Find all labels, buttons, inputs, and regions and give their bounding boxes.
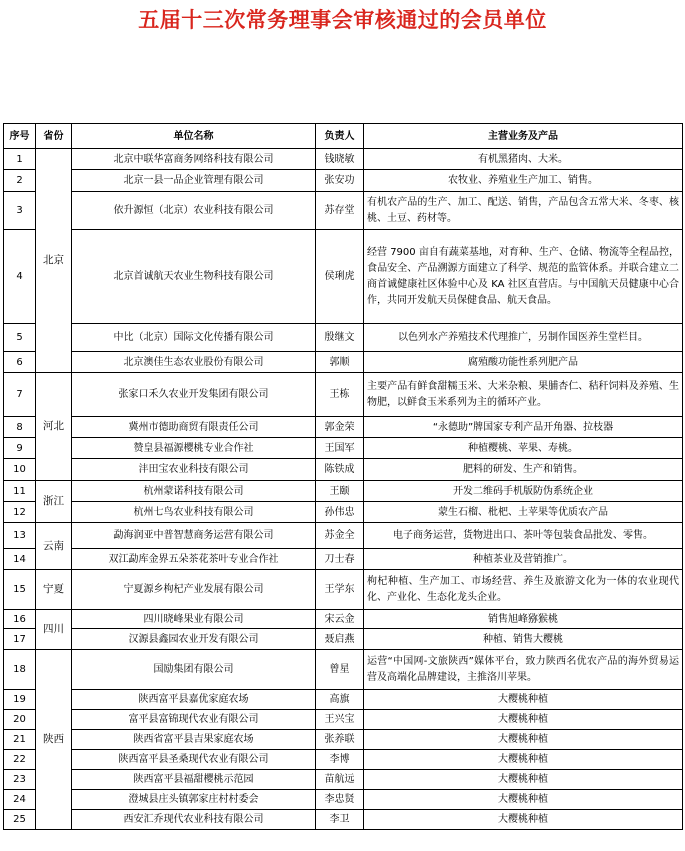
- table-row: [4, 770, 683, 790]
- row-no: 16: [4, 610, 36, 629]
- business-text: 大樱桃种植: [364, 690, 683, 710]
- business-text: 大樱桃种植: [364, 750, 683, 770]
- business-text: 电子商务运营，货物进出口、茶叶等包装食品批发、零售。: [364, 523, 683, 549]
- table-row: [4, 502, 683, 523]
- row-no: 4: [4, 230, 36, 324]
- province-cell: 河北: [36, 373, 72, 481]
- table-row: [4, 230, 683, 324]
- person-name: 高旗: [316, 690, 364, 710]
- row-no: 19: [4, 690, 36, 710]
- table-row: [4, 438, 683, 459]
- row-no: 2: [4, 170, 36, 192]
- row-no: 17: [4, 629, 36, 650]
- person-name: 张养联: [316, 730, 364, 750]
- unit-name: 中比（北京）国际文化传播有限公司: [72, 324, 316, 352]
- unit-name: 杭州蒙诺科技有限公司: [72, 481, 316, 502]
- unit-name: 北京一县一品企业管理有限公司: [72, 170, 316, 192]
- person-name: 李忠贤: [316, 790, 364, 810]
- person-name: 刀士春: [316, 549, 364, 570]
- person-name: 孙伟忠: [316, 502, 364, 523]
- header-no: 序号: [4, 124, 36, 149]
- unit-name: 澄城县庄头镇郭家庄村村委会: [72, 790, 316, 810]
- unit-name: 陕西富平县圣桑现代农业有限公司: [72, 750, 316, 770]
- unit-name: 张家口禾久农业开发集团有限公司: [72, 373, 316, 417]
- row-no: 10: [4, 459, 36, 481]
- business-text: 大樱桃种植: [364, 710, 683, 730]
- unit-name: 西安汇乔现代农业科技有限公司: [72, 810, 316, 830]
- table-row: [4, 610, 683, 629]
- person-name: 陈铁成: [316, 459, 364, 481]
- person-name: 钱晓敏: [316, 149, 364, 170]
- business-text: 种植茶业及营销推广。: [364, 549, 683, 570]
- person-name: 郭顺: [316, 352, 364, 373]
- table-row: [4, 750, 683, 770]
- business-text: 有机农产品的生产、加工、配送、销售，产品包含五常大米、冬枣、核桃、土豆、药材等。: [364, 192, 683, 230]
- table-row: [4, 373, 683, 417]
- person-name: 王学东: [316, 570, 364, 610]
- business-text: “永德助”牌国家专利产品开角器、拉枝器: [364, 417, 683, 438]
- person-name: 张安功: [316, 170, 364, 192]
- row-no: 12: [4, 502, 36, 523]
- header-province: 省份: [36, 124, 72, 149]
- row-no: 3: [4, 192, 36, 230]
- unit-name: 依升源恒（北京）农业科技有限公司: [72, 192, 316, 230]
- header-unit: 单位名称: [72, 124, 316, 149]
- table-row: [4, 417, 683, 438]
- unit-name: 沣田宝农业科技有限公司: [72, 459, 316, 481]
- unit-name: 富平县富锦现代农业有限公司: [72, 710, 316, 730]
- business-text: 种植、销售大樱桃: [364, 629, 683, 650]
- business-text: 大樱桃种植: [364, 810, 683, 830]
- table-row: [4, 790, 683, 810]
- row-no: 13: [4, 523, 36, 549]
- province-cell: 云南: [36, 523, 72, 570]
- row-no: 9: [4, 438, 36, 459]
- business-text: 有机黑猪肉、大米。: [364, 149, 683, 170]
- table-row: [4, 810, 683, 830]
- member-table: [3, 123, 683, 830]
- row-no: 7: [4, 373, 36, 417]
- row-no: 8: [4, 417, 36, 438]
- business-text: 销售旭峰猕猴桃: [364, 610, 683, 629]
- business-text: 主要产品有鲜食甜糯玉米、大米杂粮、果脯杏仁、秸秆饲料及养殖、生物肥，以鲜食玉米系列为主的循环产业。: [364, 373, 683, 417]
- unit-name: 北京首诚航天农业生物科技有限公司: [72, 230, 316, 324]
- table-row: [4, 629, 683, 650]
- table-row: [4, 459, 683, 481]
- unit-name: 双江勐库金界五朵茶花茶叶专业合作社: [72, 549, 316, 570]
- unit-name: 国励集团有限公司: [72, 650, 316, 690]
- person-name: 郭金荣: [316, 417, 364, 438]
- business-text: 腐殖酸功能性系列肥产品: [364, 352, 683, 373]
- unit-name: 杭州七鸟农业科技有限公司: [72, 502, 316, 523]
- business-text: 运营“中国网-文旅陕西”媒体平台，致力陕西名优农产品的海外贸易运营及高端化品牌建设，主推洛川苹果。: [364, 650, 683, 690]
- province-cell: 北京: [36, 149, 72, 373]
- unit-name: 陕西富平县嘉优家庭农场: [72, 690, 316, 710]
- unit-name: 宁夏源乡枸杞产业发展有限公司: [72, 570, 316, 610]
- person-name: 李博: [316, 750, 364, 770]
- row-no: 1: [4, 149, 36, 170]
- unit-name: 陕西富平县福甜樱桃示范园: [72, 770, 316, 790]
- table-row: [4, 549, 683, 570]
- person-name: 殷继文: [316, 324, 364, 352]
- person-name: 聂启燕: [316, 629, 364, 650]
- business-text: 大樱桃种植: [364, 770, 683, 790]
- unit-name: 汉源县鑫园农业开发有限公司: [72, 629, 316, 650]
- province-cell: 宁夏: [36, 570, 72, 610]
- business-text: 种植樱桃、苹果、寿桃。: [364, 438, 683, 459]
- row-no: 21: [4, 730, 36, 750]
- unit-name: 北京澳佳生态农业股份有限公司: [72, 352, 316, 373]
- business-text: 大樱桃种植: [364, 790, 683, 810]
- table-row: [4, 481, 683, 502]
- person-name: 王栋: [316, 373, 364, 417]
- person-name: 宋云金: [316, 610, 364, 629]
- unit-name: 四川晓峰果业有限公司: [72, 610, 316, 629]
- row-no: 11: [4, 481, 36, 502]
- person-name: 侯琍虎: [316, 230, 364, 324]
- table-header-row: [4, 124, 683, 149]
- person-name: 王国军: [316, 438, 364, 459]
- header-business: 主营业务及产品: [364, 124, 683, 149]
- person-name: 李卫: [316, 810, 364, 830]
- page-title: 五届十三次常务理事会审核通过的会员单位: [138, 8, 547, 32]
- row-no: 24: [4, 790, 36, 810]
- business-text: 蒙生石榴、枇杷、土苹果等优质农产品: [364, 502, 683, 523]
- table-row: [4, 710, 683, 730]
- row-no: 14: [4, 549, 36, 570]
- business-text: 农牧业、养殖业生产加工、销售。: [364, 170, 683, 192]
- row-no: 6: [4, 352, 36, 373]
- province-cell: 浙江: [36, 481, 72, 523]
- table-row: [4, 650, 683, 690]
- unit-name: 冀州市德助商贸有限责任公司: [72, 417, 316, 438]
- row-no: 23: [4, 770, 36, 790]
- table-row: [4, 352, 683, 373]
- row-no: 5: [4, 324, 36, 352]
- business-text: 肥料的研发、生产和销售。: [364, 459, 683, 481]
- table-row: [4, 690, 683, 710]
- person-name: 曾星: [316, 650, 364, 690]
- person-name: 苏金全: [316, 523, 364, 549]
- business-text: 以色列水产养殖技术代理推广，另制作国医养生堂栏目。: [364, 324, 683, 352]
- person-name: 王颐: [316, 481, 364, 502]
- unit-name: 北京中联华富商务网络科技有限公司: [72, 149, 316, 170]
- row-no: 20: [4, 710, 36, 730]
- business-text: 开发二维码手机版防伪系统企业: [364, 481, 683, 502]
- business-text: 经营 7900 亩自有蔬菜基地，对育种、生产、仓储、物流等全程品控，食品安全、产品溯源方面建立了科学、规范的监管体系。并联合建立二商首诚健康社区体验中心及 KA 社区直营店。与中国航天员健康中心合作，共同开发航天员保健食品、航天食品。: [364, 230, 683, 324]
- person-name: 苗航远: [316, 770, 364, 790]
- province-cell: 四川: [36, 610, 72, 650]
- person-name: 王兴宝: [316, 710, 364, 730]
- table-row: [4, 730, 683, 750]
- row-no: 18: [4, 650, 36, 690]
- row-no: 22: [4, 750, 36, 770]
- table-row: [4, 523, 683, 549]
- table-row: [4, 324, 683, 352]
- table-row: [4, 149, 683, 170]
- table-row: [4, 570, 683, 610]
- header-person: 负责人: [316, 124, 364, 149]
- business-text: 枸杞种植、生产加工、市场经营、养生及旅游文化为一体的农业现代化、产业化、生态化龙头企业。: [364, 570, 683, 610]
- person-name: 苏存堂: [316, 192, 364, 230]
- unit-name: 勐海润亚中普智慧商务运营有限公司: [72, 523, 316, 549]
- table-row: [4, 192, 683, 230]
- province-cell: 陕西: [36, 650, 72, 830]
- row-no: 25: [4, 810, 36, 830]
- unit-name: 赞皇县福源樱桃专业合作社: [72, 438, 316, 459]
- table-row: [4, 170, 683, 192]
- row-no: 15: [4, 570, 36, 610]
- business-text: 大樱桃种植: [364, 730, 683, 750]
- unit-name: 陕西省富平县吉果家庭农场: [72, 730, 316, 750]
